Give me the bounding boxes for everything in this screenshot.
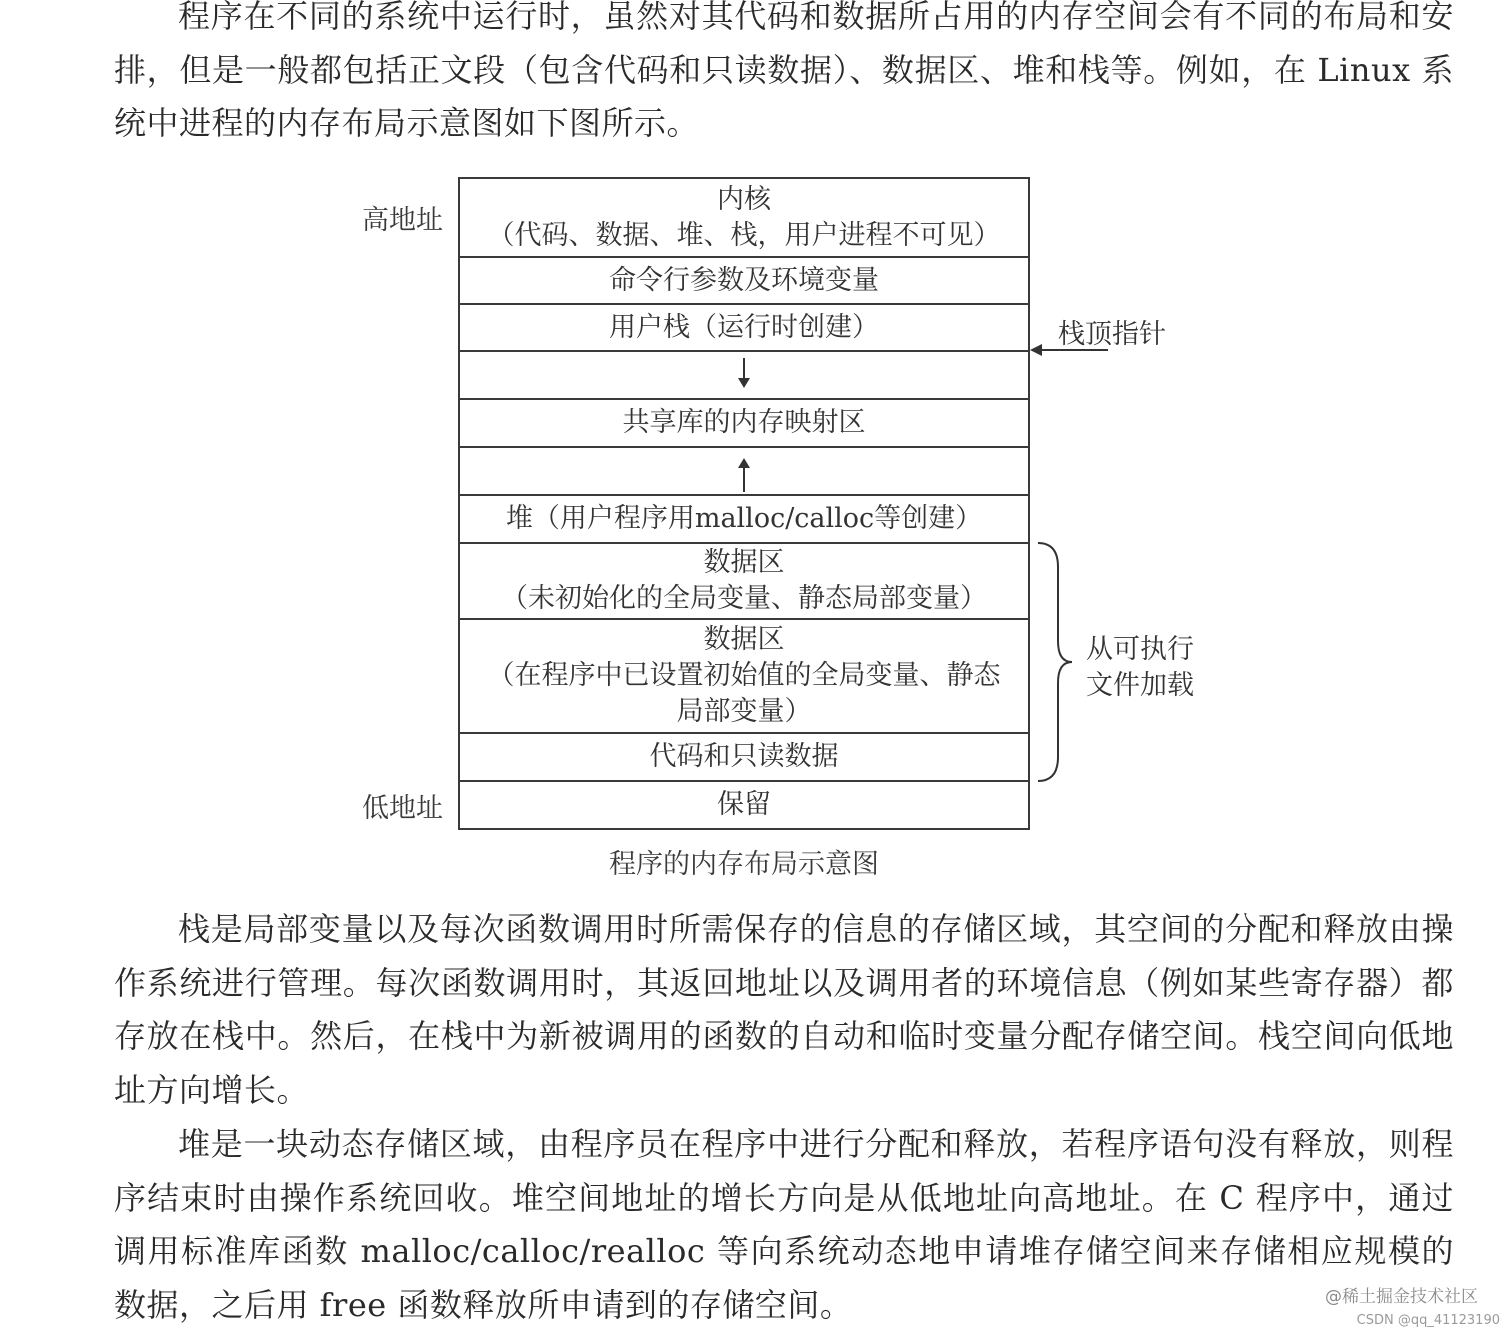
row-heap <box>460 496 1028 544</box>
row-data <box>460 620 1028 734</box>
row-reserved <box>460 782 1028 828</box>
row-text <box>460 734 1028 782</box>
row-bss-detail: （未初始化的全局变量、静态局部变量） <box>501 583 987 614</box>
intro-paragraph: 程序在不同的系统中运行时，虽然对其代码和数据所占用的内存空间会有不同的布局和安排，但是一般都包括正文段（包含代码和只读数据）、数据区、堆和栈等。例如，在 Linux 系统中进程的内存布局示意图如下图所示。 <box>114 0 1454 142</box>
row-shared-lib <box>460 400 1028 448</box>
row-kernel-detail: （代码、数据、堆、栈，用户进程不可见） <box>487 219 1001 251</box>
arrow-up-icon <box>734 448 754 492</box>
watermark: @稀土掘金技术社区 <box>1325 1287 1478 1307</box>
stack-paragraph: 栈是局部变量以及每次函数调用时所需保存的信息的存储区域，其空间的分配和释放由操作系统进行管理。每次函数调用时，其返回地址以及调用者的环境信息（例如某些寄存器）都存放在栈中。然后，在栈中为新被调用的函数的自动和临时变量分配存储空间。栈空间向低地址方向增长。 <box>114 910 1454 1109</box>
right-brace-icon <box>1036 541 1076 783</box>
stack-pointer-label: 栈顶指针 <box>1058 319 1166 350</box>
row-data-detail-1: （在程序中已设置初始值的全局变量、静态 <box>487 660 1001 691</box>
row-kernel <box>460 179 1028 258</box>
row-data-title: 数据区 <box>703 624 785 655</box>
load-from-file-label <box>1086 632 1194 704</box>
row-user-stack <box>460 305 1028 352</box>
row-reserved-label: 保留 <box>717 789 771 820</box>
row-bss <box>460 544 1028 620</box>
load-from-file-line-1: 从可执行 <box>1086 634 1194 665</box>
row-user-stack-label: 用户栈（运行时创建） <box>609 311 879 343</box>
row-shared-lib-label: 共享库的内存映射区 <box>622 407 866 438</box>
heap-paragraph: 堆是一块动态存储区域，由程序员在程序中进行分配和释放，若程序语句没有释放，则程序结束时由操作系统回收。堆空间地址的增长方向是从低地址向高地址。在 C 程序中，通过调用标准库函数 malloc/calloc/realloc 等向系统动态地申请堆存储空间来存储相应规模的数据，之后用 free 函数释放所申请到的存储空间。 <box>114 1125 1454 1324</box>
low-address-label: 低地址 <box>362 793 443 824</box>
row-bss-title: 数据区 <box>703 547 785 578</box>
row-stack-growth <box>460 352 1028 400</box>
csdn-credit: CSDN @qq_41123190 <box>1356 1313 1500 1328</box>
stack-pointer-arrow-icon <box>1028 338 1110 362</box>
memory-layout-table <box>458 177 1030 830</box>
row-heap-growth <box>460 448 1028 496</box>
high-address-label: 高地址 <box>362 205 443 236</box>
row-data-detail-2: 局部变量） <box>676 696 812 727</box>
arrow-down-icon <box>734 352 754 396</box>
diagram-caption: 程序的内存布局示意图 <box>609 849 879 880</box>
row-text-label: 代码和只读数据 <box>649 741 839 772</box>
row-kernel-title: 内核 <box>717 183 771 215</box>
row-args-env <box>460 258 1028 305</box>
row-args-env-label: 命令行参数及环境变量 <box>609 264 879 296</box>
load-from-file-line-2: 文件加载 <box>1086 670 1194 701</box>
row-heap-label: 堆（用户程序用malloc/calloc等创建） <box>505 503 983 534</box>
